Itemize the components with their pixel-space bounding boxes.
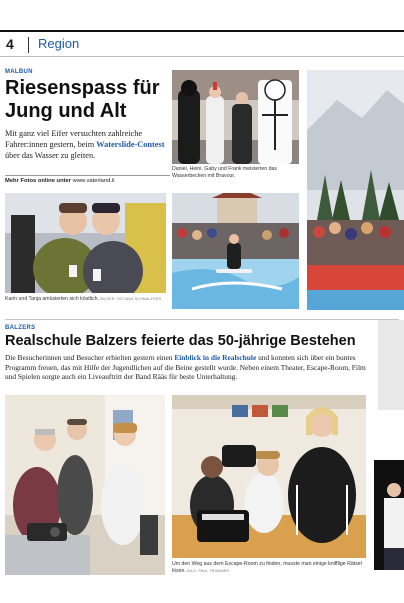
article2-headline: Realschule Balzers feierte das 50-jährige Bestehen (5, 333, 356, 349)
photo-waterslide-art (172, 193, 299, 309)
page-number: 4 (6, 36, 14, 52)
photo-visitors (5, 395, 165, 575)
edge-photo-strip-top (378, 320, 404, 410)
article1-kicker: MALBUN (5, 69, 33, 75)
credit-left: BILDER: TATJANA SCHNALZGER (100, 297, 162, 301)
photo-escape-room (172, 395, 366, 558)
photo-crowd-winter-art (307, 70, 404, 310)
page-header (0, 30, 404, 56)
caption-left-text: Karin und Tanja amüsierten sich köstlich. (5, 296, 99, 302)
article2-body (5, 353, 367, 382)
article-separator (5, 319, 399, 320)
photo-two-women-art (5, 193, 166, 293)
article1-headline: Riesenspass für Jung und Alt (5, 77, 160, 122)
lead-highlight-link[interactable]: Waterslide-Contest (96, 140, 165, 149)
photo-escape-room-art (172, 395, 366, 558)
header-divider (28, 37, 29, 53)
photo-edge-man-art (374, 460, 404, 570)
caption-top: Daniel, Heini, Gaby und Frank meisterten das Wasserbecken mit Bravour. (172, 166, 277, 179)
caption-bottom-text: Um den Weg aus dem Escape-Room zu finden, musste man einige knifflige Rätsel lösen. (172, 561, 362, 574)
body-text-1: Die Besucherinnen und Besucher erhielten gestern einen (5, 353, 175, 362)
lead-text-1: Mit ganz viel Eifer versuchten zahlreiche Fahrer:innen gestern, beim (5, 129, 143, 149)
article1-lead (5, 128, 170, 161)
photo-costume-group (172, 70, 299, 164)
header-rule (0, 56, 404, 57)
more-photos-line (5, 175, 170, 184)
photo-waterslide (172, 193, 299, 309)
more-photos-label: Mehr Fotos online unter (5, 178, 72, 184)
photo-two-women (5, 193, 166, 293)
photo-edge-man (374, 460, 404, 570)
caption-bottom (172, 561, 366, 575)
photo-visitors-art (5, 395, 165, 575)
article2-kicker: BALZERS (5, 325, 36, 331)
lead-text-2: über das Wasser zu gleiten. (5, 151, 96, 160)
credit-bottom: BILD: PAUL TRUMMER (187, 569, 230, 573)
body-highlight-link[interactable]: Einblick in die Realschule (174, 353, 257, 362)
photo-costume-group-art (172, 70, 299, 164)
caption-left (5, 296, 165, 303)
photo-crowd-winter (307, 70, 404, 310)
section-title: Region (38, 36, 80, 51)
more-photos-url[interactable]: www.vaterland.li (72, 178, 115, 184)
body-text-2: und konnten sich über ein buntes Programm freuen, das mit Hilfe der Jugendlichen auf die Beine gestellt wurde. Neben einem Theater, Escape-Room, Film und Spielen sorgte auch ein Liveauftritt der Band Rääs für beste Unterhaltung. (5, 353, 366, 382)
